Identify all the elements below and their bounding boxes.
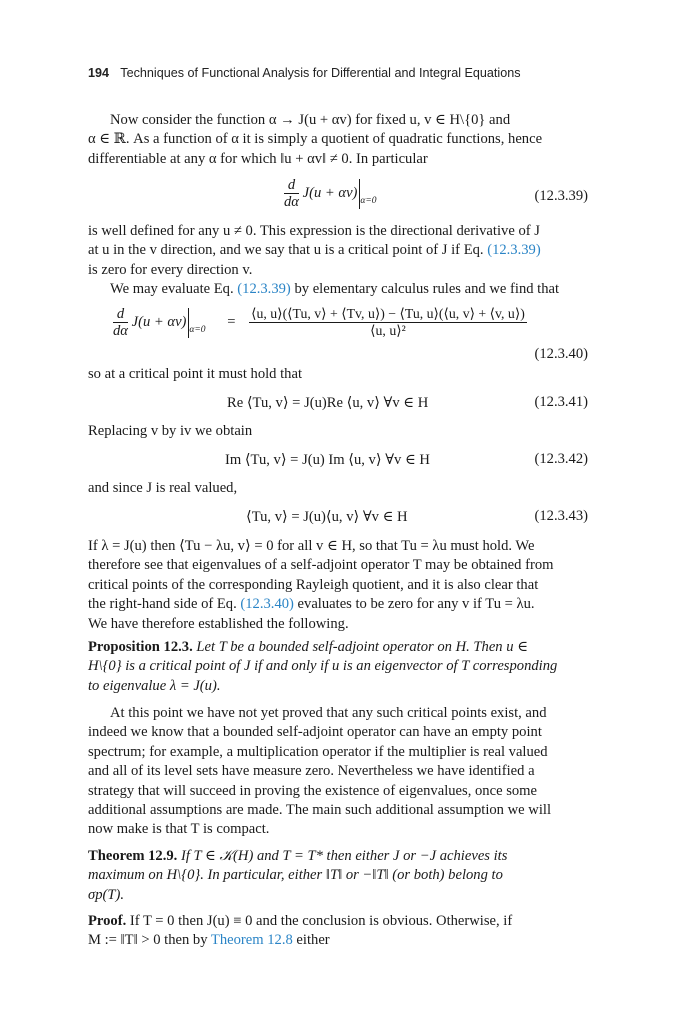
paragraph-4: so at a critical point it must hold that: [88, 366, 303, 382]
proposition-12-3: Proposition 12.3. Let T be a bounded self-adjoint operator on H. Then u ∈ H\{0} is a critical point of J if and only if u is an eigenvector of T corresponding to eigenvalue λ = J(u).: [88, 639, 558, 694]
cross-reference-link[interactable]: (12.3.40): [240, 596, 294, 613]
equation-label: (12.3.43): [534, 508, 588, 524]
paragraph-3: [88, 280, 588, 299]
equation-12-3-42: Im ⟨Tu, v⟩ = J(u) Im ⟨u, v⟩ ∀v ∈ H: [225, 452, 430, 468]
equation-label: (12.3.41): [534, 394, 588, 410]
cross-reference-link[interactable]: (12.3.39): [237, 281, 291, 297]
text-line: differentiable at any α for which ‖u + αv‖ ≠ 0. In particular: [88, 150, 428, 167]
paragraph-7: If λ = J(u) then ⟨Tu − λu, v⟩ = 0 for all v ∈ H, so that Tu = λu must hold. We therefore see that eigenvalues of a self-adjoint operator T may be obtained from critical points of the corresponding Rayleigh quotient, and it is also clear that the right-hand side of Eq. (12.3.40) evaluates to be zero for any v if Tu = λu. We have therefore established the following.: [88, 538, 554, 632]
paragraph-8: At this point we have not yet proved that any such critical points exist, and indeed we know that a bounded self-adjoint operator can have an empty point spectrum; for example, a multiplication operator if the multiplier is real valued and all of its level sets have measure zero. Nevertheless we have identified a strategy that will succeed in proving the existence of eigenvalues, once some additional assumptions are made. The main such additional assumption we will now make is that T is compact.: [88, 705, 551, 838]
cross-reference-link[interactable]: (12.3.39): [487, 242, 541, 259]
equation-label: (12.3.39): [534, 188, 588, 204]
equation-12-3-39: $\frac{d}{d\alpha}$ J(u + αv) $_{\alpha=0}$: [284, 177, 377, 210]
equation-12-3-43: ⟨Tu, v⟩ = J(u)⟨u, v⟩ ∀v ∈ H: [246, 509, 408, 525]
page-number: 194: [88, 66, 110, 80]
paragraph-1: [88, 111, 588, 169]
equation-label: (12.3.40): [534, 346, 588, 362]
text-line: α ∈ ℝ. As a function of α it is simply a quotient of quadratic functions, hence: [88, 131, 543, 148]
proof: Proof. If T = 0 then J(u) ≡ 0 and the conclusion is obvious. Otherwise, if M := ‖T‖ > 0 then by Theorem 12.8 either: [88, 913, 513, 949]
theorem-12-9: Theorem 12.9. If T ∈ 𝒦(H) and T = T* then either J or −J achieves its maximum on H\{0}. In particular, either ‖T‖ or −‖T‖ (or both) belong to σp(T).: [88, 848, 508, 903]
text-line: at u in the v direction, and we say that u is a critical point of J if Eq. (12.3.39): [88, 242, 541, 259]
page-header: [88, 66, 521, 80]
equation-12-3-40: $\frac{d}{d\alpha}$ J(u + αv) $_{\alpha=0}$ = $\frac{⟨u, u⟩(⟨Tu, v⟩ + ⟨Tv, u⟩) - ⟨Tu, u⟩(⟨u, v⟩ + ⟨v, u⟩)}{\text{⟨u, u⟩²}}$: [113, 306, 525, 339]
text-line: Now consider the function α → J(u + αv) for fixed u, v ∈ H\{0} and: [110, 112, 511, 128]
proof-label: Proof.: [88, 913, 127, 929]
theorem-label: Theorem 12.9.: [88, 848, 178, 864]
text-line: is well defined for any u ≠ 0. This expression is the directional derivative of J: [88, 223, 540, 239]
paragraph-6: and since J is real valued,: [88, 480, 238, 496]
paragraph-2: [88, 222, 588, 280]
equation-12-3-41: Re ⟨Tu, v⟩ = J(u)Re ⟨u, v⟩ ∀v ∈ H: [227, 395, 429, 411]
text-line: is zero for every direction v.: [88, 261, 253, 278]
cross-reference-link[interactable]: Theorem 12.8: [210, 932, 293, 949]
text-line: We may evaluate Eq. (12.3.39) by elementary calculus rules and we find that: [110, 281, 560, 297]
proposition-label: Proposition 12.3.: [88, 639, 193, 655]
derivative-fraction: $\frac{d}{d\alpha}$: [284, 177, 299, 210]
running-title: Techniques of Functional Analysis for Differential and Integral Equations: [120, 66, 521, 80]
rhs-fraction: $\frac{⟨u, u⟩(⟨Tu, v⟩ + ⟨Tv, u⟩) - ⟨Tu, u⟩(⟨u, v⟩ + ⟨v, u⟩)}{\text{⟨u, u⟩²}}$: [251, 306, 525, 338]
paragraph-5: Replacing v by iv we obtain: [88, 423, 253, 439]
equation-label: (12.3.42): [534, 451, 588, 467]
